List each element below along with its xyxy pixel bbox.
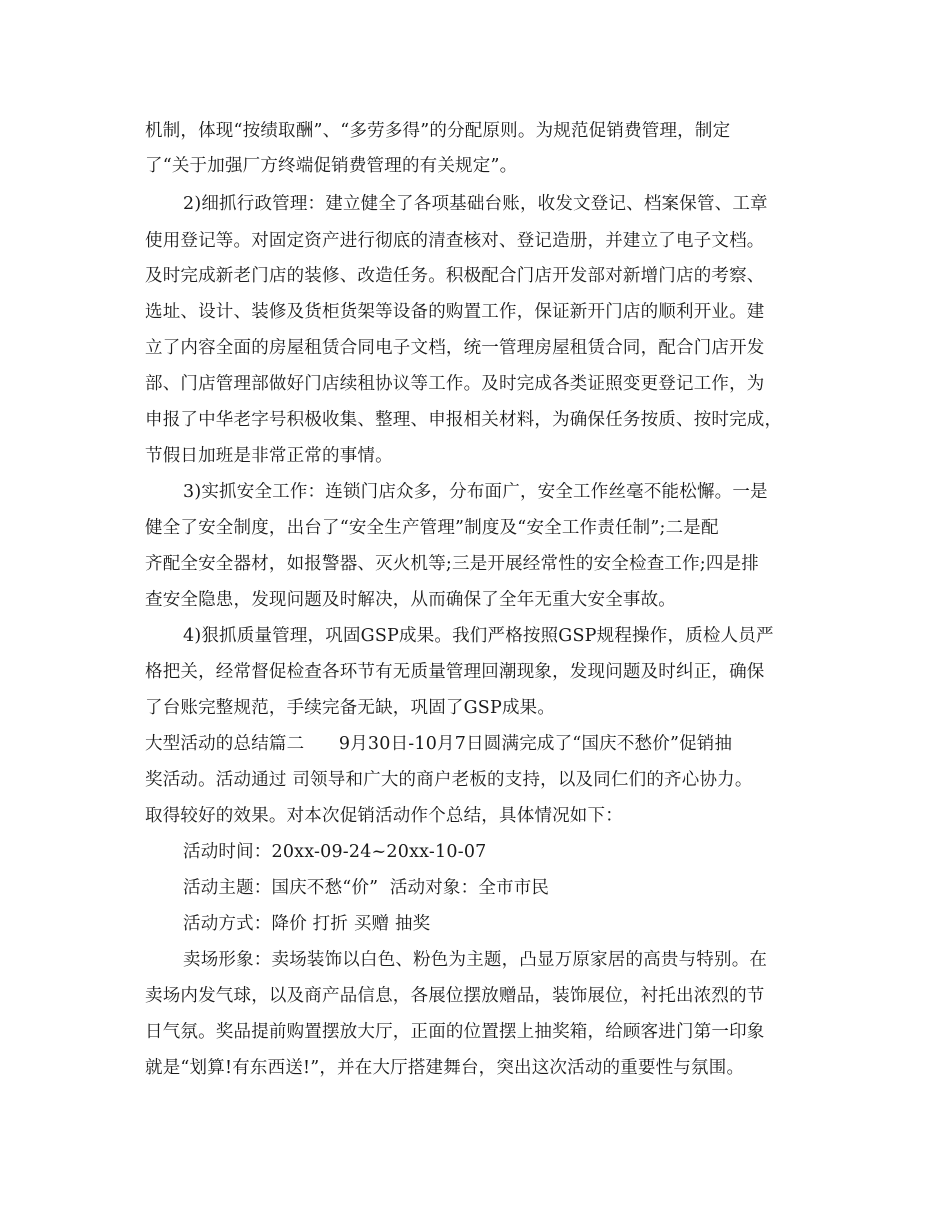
text-line: 就是“划算!有东西送!”，并在大厅搭建舞台，突出这次活动的重要性与氛围。 (145, 1058, 745, 1078)
text-line: 立了内容全面的房屋租赁合同电子文档，统一管理房屋租赁合同，配合门店开发 (145, 338, 765, 358)
activity-method-line: 活动方式：降价 打折 买赠 抽奖 (183, 914, 431, 934)
text-line: 健全了安全制度，出台了“安全生产管理”制度及“安全工作责任制”;二是配 (145, 518, 719, 538)
paragraph-start-line: 卖场形象：卖场装饰以白色、粉色为主题，凸显万原家居的高贵与特别。在 (183, 950, 768, 970)
text-line: 日气氛。奖品提前购置摆放大厅，正面的位置摆上抽奖箱，给顾客进门第一印象 (145, 1022, 765, 1042)
text-line: 了“关于加强厂方终端促销费管理的有关规定”。 (145, 156, 518, 176)
text-line: 格把关，经常督促检查各环节有无质量管理回潮现象，发现问题及时纠正，确保 (145, 662, 765, 682)
activity-time-line: 活动时间：20xx-09-24~20xx-10-07 (183, 842, 487, 862)
text-line: 机制，体现“按绩取酬”、“多劳多得”的分配原则。为规范促销费管理，制定 (145, 121, 731, 141)
text-line: 及时完成新老门店的装修、改造任务。积极配合门店开发部对新增门店的考察、 (145, 266, 765, 286)
text-line: 齐配全安全器材，如报警器、灭火机等;三是开展经常性的安全检查工作;四是排 (145, 554, 759, 574)
paragraph-start-line: 2)细抓行政管理：建立健全了各项基础台账，收发文登记、档案保管、工章 (183, 194, 768, 214)
text-line: 使用登记等。对固定资产进行彻底的清查核对、登记造册，并建立了电子文档。 (145, 231, 765, 251)
text-line: 部、门店管理部做好门店续租协议等工作。及时完成各类证照变更登记工作，为 (145, 374, 765, 394)
text-line: 了台账完整规范，手续完备无缺，巩固了GSP成果。 (145, 698, 556, 718)
text-line: 取得较好的效果。对本次促销活动作个总结，具体情况如下： (145, 806, 623, 826)
paragraph-start-line: 4)狠抓质量管理，巩固GSP成果。我们严格按照GSP规程操作，质检人员严 (183, 626, 774, 646)
text-line: 查安全隐患，发现问题及时解决，从而确保了全年无重大安全事故。 (145, 590, 676, 610)
section-heading-line: 大型活动的总结篇二 9月30日-10月7日圆满完成了“国庆不愁价”促销抽 (145, 734, 733, 754)
text-line: 选址、设计、装修及货柜货架等设备的购置工作，保证新开门店的顺利开业。建 (145, 302, 765, 322)
paragraph-start-line: 3)实抓安全工作：连锁门店众多，分布面广，安全工作丝毫不能松懈。一是 (183, 482, 768, 502)
text-line: 卖场内发气球，以及商产品信息，各展位摆放赠品，装饰展位，衬托出浓烈的节 (145, 986, 765, 1006)
text-line: 申报了中华老字号积极收集、整理、申报相关材料，为确保任务按质、按时完成， (145, 410, 783, 430)
text-line: 奖活动。活动通过 司领导和广大的商户老板的支持，以及同仁们的齐心协力。 (145, 770, 753, 790)
text-line: 节假日加班是非常正常的事情。 (145, 446, 393, 466)
activity-theme-line: 活动主题：国庆不愁“价” 活动对象：全市市民 (183, 878, 550, 898)
